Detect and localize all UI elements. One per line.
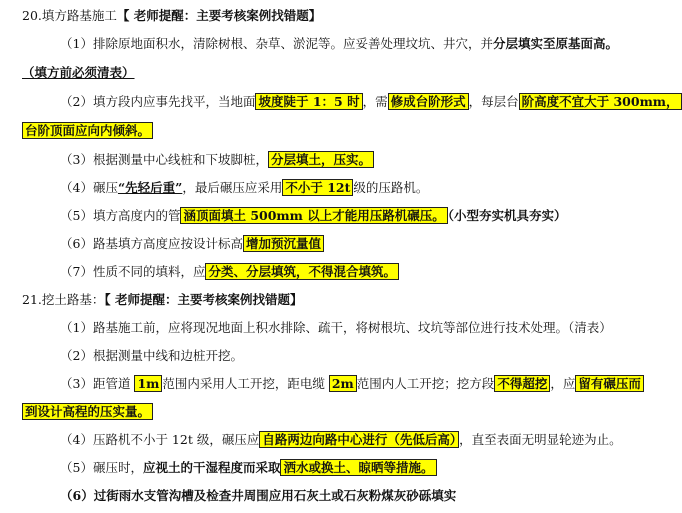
s20-item-5-hl: 涵顶面填土 500mm 以上才能用压路机碾压。 (180, 207, 447, 224)
s20-item-6 (60, 232, 682, 255)
s21-item-3-text-d: ，应 (550, 376, 576, 391)
s20-item-3-text: （3）根据测量中心线桩和下坡脚桩， (60, 152, 268, 167)
s21-item-2-text: （2）根据测量中线和边桩开挖。 (60, 348, 243, 363)
s20-item-5-text: （5）填方高度内的管 (60, 208, 181, 223)
s21-item-3-text-b: 范围内采用人工开挖，距电缆 (162, 376, 329, 391)
s21-item-4-text: （4）压路机不小于 12t 级，碾压应 (60, 432, 260, 447)
s20-item-5 (60, 204, 682, 227)
s21-item-5-hl: 洒水或换土、晾晒等措施。 (280, 459, 436, 476)
s20-item-4-hl: 不小于 12t (282, 179, 353, 196)
s21-item-3-text-c: 范围内人工开挖；挖方段 (356, 376, 495, 391)
s20-item-4-text-c: 级的压路机。 (353, 180, 429, 195)
section-20-tip: 【 老师提醒：主要考核案例找错题】 (116, 8, 322, 23)
s21-item-6-text: （6）过街雨水支管沟槽及检查井周围应用石灰土或石灰粉煤灰砂砾填实 (60, 488, 457, 503)
s20-item-7-text: （7）性质不同的填料，应 (60, 264, 206, 279)
s21-item-4 (60, 428, 682, 451)
s21-item-3-hl-4: 留有碾压而 (575, 375, 644, 392)
s20-item-1-text: （1）排除原地面积水，清除树根、杂草、淤泥等。应妥善处理坟坑、井穴，并 (60, 36, 493, 51)
s20-item-6-hl: 增加预沉量值 (243, 235, 324, 252)
s20-item-2-text-c: ，每层台 (468, 94, 519, 109)
s21-item-3-cont-hl: 到设计高程的压实量。 (22, 403, 153, 420)
section-20-heading (22, 4, 682, 27)
s20-item-1-note (22, 61, 682, 84)
s20-item-1-bold: 分层填实至原基面高。 (492, 36, 618, 51)
s21-item-3-hl-2: 2m (329, 375, 357, 392)
s21-item-4-text-b: ，直至表面无明显轮迹为止。 (459, 432, 622, 447)
s20-item-3 (60, 148, 682, 171)
s20-item-5-bold: （小型夯实机具夯实） (447, 208, 567, 223)
section-21-title: 21.挖土路基： (22, 292, 105, 307)
s20-item-7-hl: 分类、分层填筑，不得混合填筑。 (205, 263, 399, 280)
s21-item-1 (60, 316, 682, 339)
s21-item-3-text: （3）距管道 (60, 376, 135, 391)
s20-item-4 (60, 176, 682, 199)
s21-item-3 (60, 372, 682, 395)
s21-item-5-bold: 应视土的干湿程度而采取 (142, 460, 281, 475)
s20-item-1 (60, 32, 682, 55)
s20-item-7 (60, 260, 682, 283)
s20-item-4-text: （4）碾压 (60, 180, 118, 195)
s21-item-6 (60, 484, 682, 507)
s20-item-2-text-b: ，需 (362, 94, 388, 109)
s21-item-3-hl-1: 1m (134, 375, 162, 392)
section-21-heading (22, 288, 682, 311)
s20-item-2-text: （2）填方段内应事先找平，当地面 (60, 94, 256, 109)
section-21-tip: 【 老师提醒：主要考核案例找错题】 (104, 292, 303, 307)
s21-item-2 (60, 344, 682, 367)
s20-item-6-text: （6）路基填方高度应按设计标高 (60, 236, 243, 251)
s21-item-5-text: （5）碾压时， (60, 460, 143, 475)
s21-item-3-hl-3: 不得超挖 (494, 375, 550, 392)
s21-item-1-text: （1）路基施工前，应将现况地面上积水排除、疏干，将树根坑、坟坑等部位进行技术处理。（清表） (60, 320, 612, 335)
s21-item-3-cont (22, 400, 682, 423)
s20-item-4-text-b: ，最后碾压应采用 (182, 180, 283, 195)
s20-item-2-cont-hl: 台阶顶面应向内倾斜。 (22, 122, 153, 139)
s21-item-5 (60, 456, 682, 479)
s20-item-2-cont (22, 119, 682, 142)
s20-item-2 (60, 90, 682, 113)
s21-item-4-hl: 自路两边向路中心进行（先低后高） (259, 431, 459, 448)
section-20-title: 20.填方路基施工 (22, 8, 117, 23)
s20-item-4-underline: “先轻后重” (117, 180, 183, 195)
s20-item-2-hl-3: 阶高度不宜大于 300mm， (519, 93, 682, 110)
s20-item-2-hl-2: 修成台阶形式 (388, 93, 469, 110)
s20-item-3-hl: 分层填土，压实。 (268, 151, 374, 168)
s20-item-2-hl-1: 坡度陡于 1：5 时 (255, 93, 362, 110)
s20-item-1-note-text: （填方前必须清表） (22, 65, 135, 80)
